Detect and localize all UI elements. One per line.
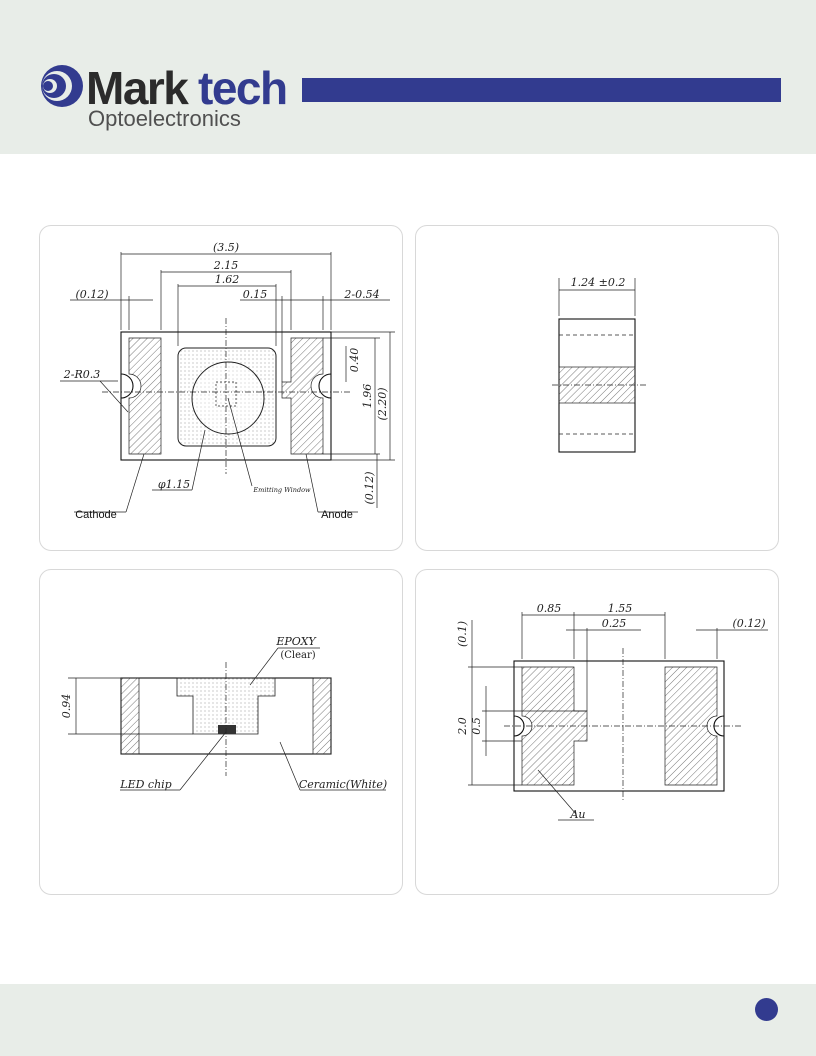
dim-1-24: 1.24 ±0.2 (570, 276, 626, 289)
side-view-drawing (416, 226, 778, 550)
dim-2-15: 2.15 (213, 259, 239, 272)
dim-0-40: 0.40 (348, 347, 361, 373)
page-marker-dot (755, 998, 778, 1021)
panel-bottom-view (415, 569, 779, 895)
dim-r-0-3: 2-R0.3 (63, 368, 101, 381)
anode-label: Anode (321, 509, 353, 521)
clear-label: (Clear) (280, 650, 316, 661)
marktech-logo-icon (40, 64, 84, 108)
dim-0-12-bottom: (0.12) (363, 471, 376, 505)
bottom-view-drawing (416, 570, 778, 894)
panel-side-view (415, 225, 779, 551)
panel-cross-section (39, 569, 403, 895)
header-accent-bar (302, 78, 781, 102)
led-chip-label: LED chip (120, 778, 172, 791)
cathode-label: Cathode (75, 509, 117, 521)
panel-top-view (39, 225, 403, 551)
dim-1-96: 1.96 (361, 383, 374, 409)
dim-0-94: 0.94 (60, 693, 73, 719)
cross-section-drawing (40, 570, 402, 894)
brand-subtitle: Optoelectronics (88, 106, 241, 131)
dim-0-5: 0.5 (470, 717, 483, 735)
top-view-drawing (40, 226, 402, 550)
dim-0-12: (0.12) (732, 617, 766, 630)
au-label: Au (570, 808, 586, 821)
dim-1-55: 1.55 (607, 602, 633, 615)
dim-total: (3.5) (212, 241, 240, 254)
brand-name-tech: tech (198, 62, 287, 114)
dim-0-85: 0.85 (536, 602, 562, 615)
ceramic-label: Ceramic(White) (298, 778, 388, 791)
dim-2-0: 2.0 (456, 717, 469, 735)
header-band (0, 0, 816, 154)
footer-band (0, 984, 816, 1056)
dim-0-1: (0.1) (456, 620, 469, 648)
dim-1-62: 1.62 (214, 273, 240, 286)
dim-0-12-left: (0.12) (75, 288, 109, 301)
dim-2-0-54: 2-0.54 (344, 288, 380, 301)
dim-phi-1-15: φ1.15 (157, 478, 191, 491)
dim-0-15: 0.15 (242, 288, 268, 301)
emitting-window-label: Emitting Window (253, 486, 311, 494)
dim-0-25: 0.25 (601, 617, 627, 630)
brand-name-mark: Mark (86, 62, 188, 114)
epoxy-label: EPOXY (276, 635, 316, 648)
dim-2-20: (2.20) (376, 387, 389, 421)
